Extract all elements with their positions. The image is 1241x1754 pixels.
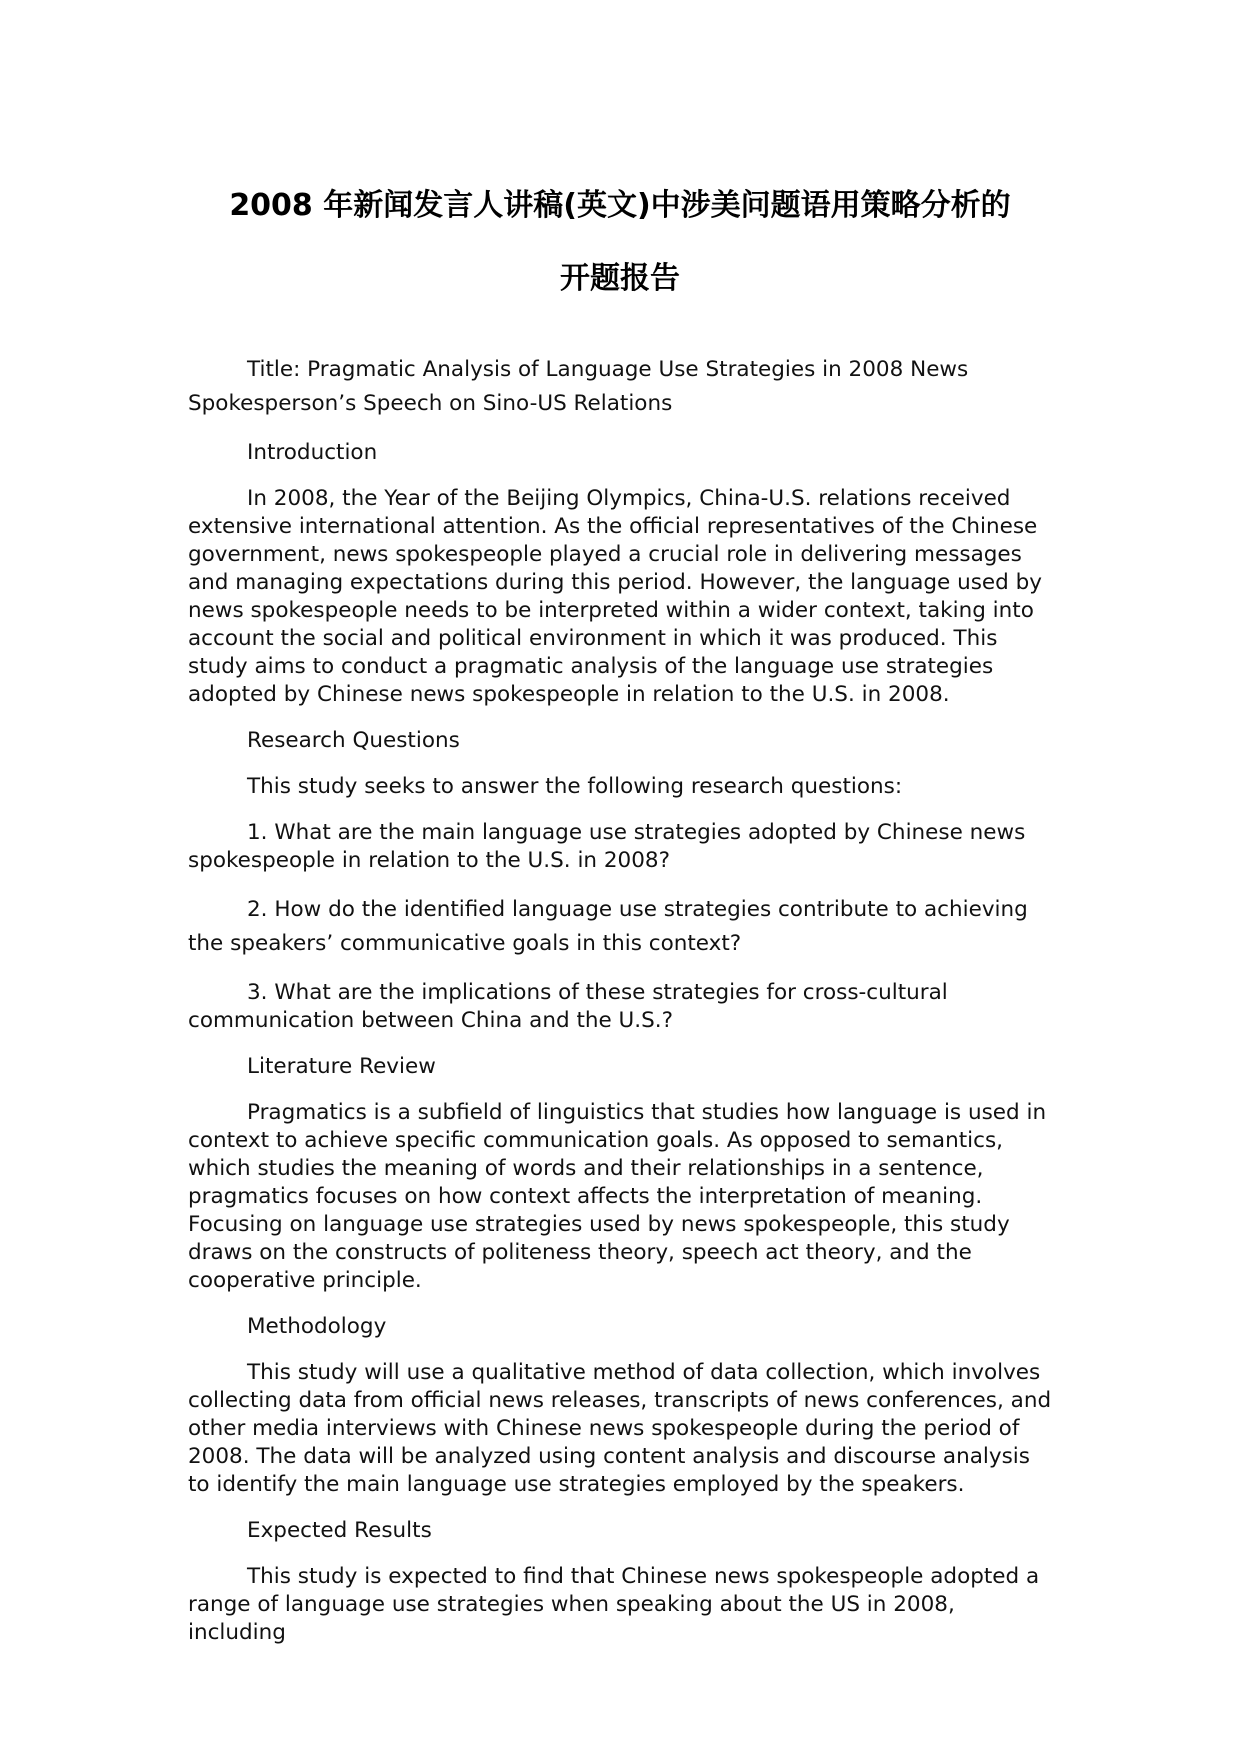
document-title-line-1: 2008 年新闻发言人讲稿(英文)中涉美问题语用策略分析的 [229,188,1011,223]
paragraph-literature-review: Pragmatics is a subfield of linguistics that studies how language is used in context to achieve specific communication goals. As opposed to semantics, which studies the meaning of words and their relationships in a sentence, pragmatics focuses on how context affects the interpretation of meaning. Focusing on language use strategies used by news spokespeople, this study draws on the constructs of politeness theory, speech act theory, and the cooperative principle. [188,1100,1047,1293]
document-body [188,353,1058,1665]
heading-expected-results: Expected Results [247,1518,432,1543]
paragraph-introduction: In 2008, the Year of the Beijing Olympics, China-U.S. relations received extensive international attention. As the official representatives of the Chinese government, news spokespeople played a crucial role in delivering messages and managing expectations during this period. However, the language used by news spokespeople needs to be interpreted within a wider context, taking into account the social and political environment in which it was produced. This study aims to conduct a pragmatic analysis of the language use strategies adopted by Chinese news spokespeople in relation to the U.S. in 2008. [188,486,1042,707]
heading-literature-review: Literature Review [247,1054,436,1079]
document-title-line-2: 开题报告 [560,261,680,296]
research-question-2: 2. How do the identified language use strategies contribute to achieving the speakers’ communicative goals in this context? [188,897,1028,956]
paragraph-expected-results: This study is expected to find that Chinese news spokespeople adopted a range of language use strategies when speaking about the US in 2008, including [188,1564,1040,1645]
heading-methodology: Methodology [247,1314,387,1339]
heading-research-questions: Research Questions [247,728,460,753]
paragraph-title: Title: Pragmatic Analysis of Language Use Strategies in 2008 News Spokesperson’s Speech on Sino-US Relations [188,357,969,416]
research-question-1: 1. What are the main language use strategies adopted by Chinese news spokespeople in relation to the U.S. in 2008? [188,820,1026,873]
paragraph-methodology: This study will use a qualitative method of data collection, which involves collecting data from official news releases, transcripts of news conferences, and other media interviews with Chinese news spokespeople during the period of 2008. The data will be analyzed using content analysis and discourse analysis to identify the main language use strategies employed by the speakers. [188,1360,1052,1497]
heading-introduction: Introduction [247,440,378,465]
research-question-3: 3. What are the implications of these strategies for cross-cultural communication between China and the U.S.? [188,980,948,1033]
paragraph-research-intro: This study seeks to answer the following research questions: [247,774,903,799]
